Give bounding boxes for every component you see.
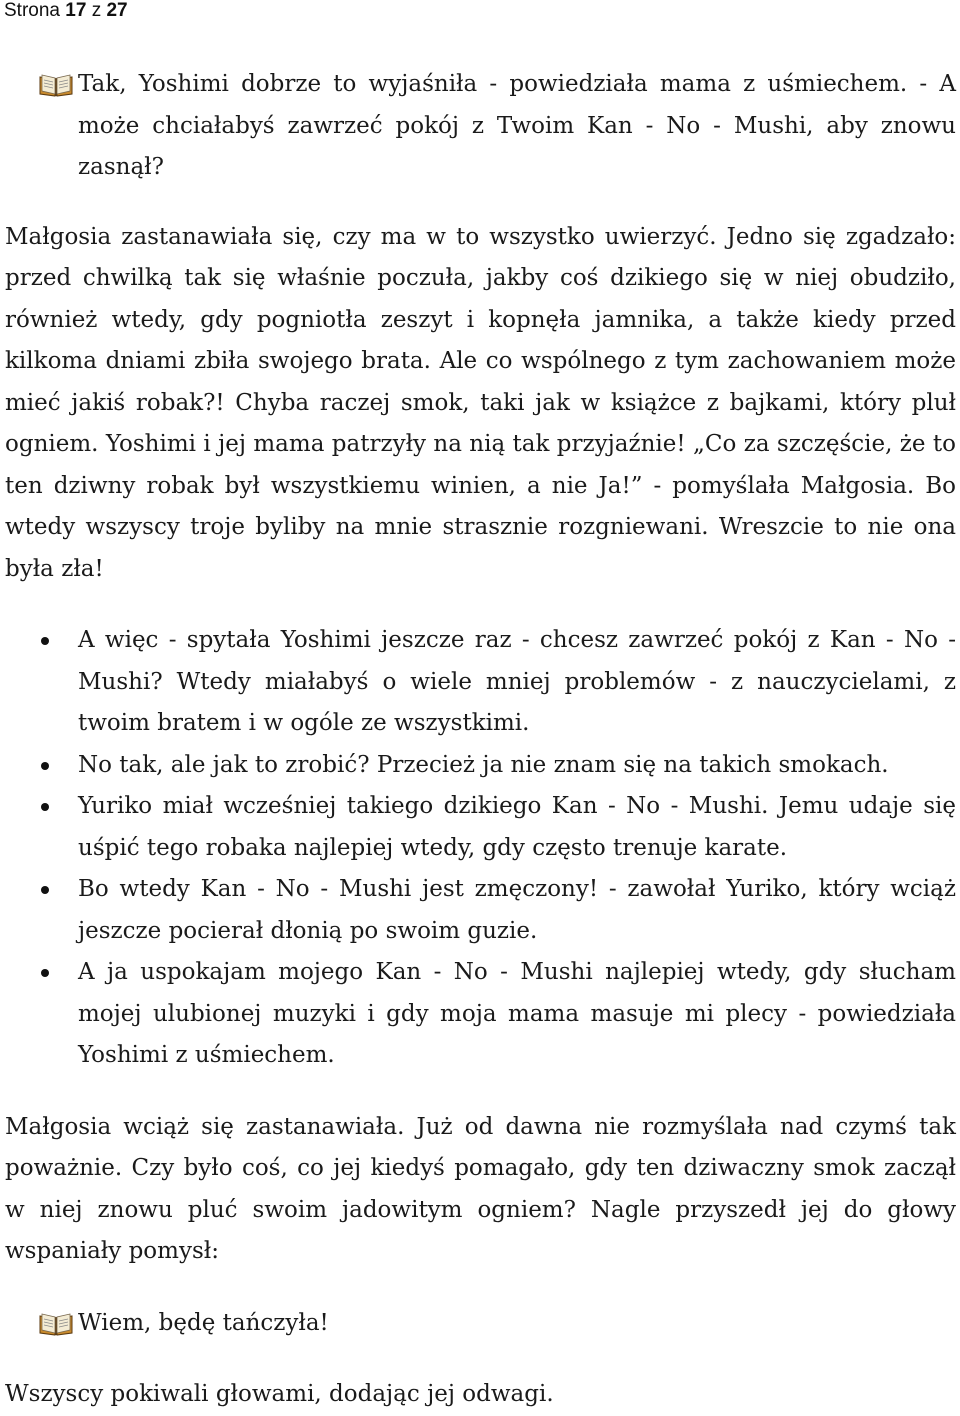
page-of: z (91, 0, 102, 21)
list-item (5, 620, 956, 745)
narrative-paragraph-2: Małgosia wciąż się zastanawiała. Już od dawna nie rozmyślała nad czymś tak poważnie. Czy było coś, co jej kiedyś pomagało, gdy ten dziwaczny smok zaczął w niej znowu pluć swoim jadowitym ogniem? Nagle przyszedł jej do głowy wspaniały pomysł: (5, 1113, 956, 1264)
document-body (5, 64, 956, 1416)
list-item (5, 952, 956, 1077)
list-item-text: A więc - spytała Yoshimi jeszcze raz - chcesz zawrzeć pokój z Kan - No - Mushi? Wtedy miałabyś o wiele mniej problemów - z nauczycielami, z twoim bratem i w ogóle ze wszystkimi. (78, 627, 956, 736)
narrative-paragraph-1: Małgosia zastanawiała się, czy ma w to wszystko uwierzyć. Jedno się zgadzało: przed chwilką tak się właśnie poczuła, jakby coś dzikiego się w niej obudziło, również wtedy, gdy pogniotła zeszyt i kopnęła jamnika, a także kiedy przed kilkoma dniami zbiła swojego brata. Ale co wspólnego z tym zachowaniem może mieć jakiś robak?! Chyba raczej smok, taki jak w książce z bajkami, który pluł ogniem. Yoshimi i jej mama patrzyły na nią tak przyjaźnie! „Co za szczęście, że to ten dziwny robak był wszystkiemu winien, a nie Ja!” - pomyślała Małgosia. Bo wtedy wszyscy troje byliby na mnie strasznie rozgniewani. Wreszcie to nie ona była zła! (5, 223, 956, 582)
dialogue-paragraph-2 (5, 1303, 956, 1345)
bullet-dot-icon (41, 637, 49, 645)
open-book-icon (39, 1312, 73, 1336)
list-item (5, 869, 956, 952)
page-total: 27 (106, 0, 128, 21)
bullet-dot-icon (41, 762, 49, 770)
list-item (5, 786, 956, 869)
open-book-icon (39, 73, 73, 97)
narrative-paragraph-3: Wszyscy pokiwali głowami, dodając jej odwagi. (5, 1381, 554, 1407)
list-item-text: No tak, ale jak to zrobić? Przecież ja nie znam się na takich smokach. (78, 751, 889, 778)
bullet-dot-icon (41, 803, 49, 811)
dialogue-paragraph-2-text: Wiem, będę tańczyła! (78, 1309, 329, 1336)
list-item-text: Yuriko miał wcześniej takiego dzikiego Kan - No - Mushi. Jemu udaje się uśpić tego robaka najlepiej wtedy, gdy często trenuje karate. (78, 793, 956, 861)
dialogue-paragraph-1-text: Tak, Yoshimi dobrze to wyjaśniła - powiedziała mama z uśmiechem. - A może chciałabyś zawrzeć pokój z Twoim Kan - No - Mushi, aby znowu zasnął? (78, 71, 956, 180)
bullet-dot-icon (41, 969, 49, 977)
page-current: 17 (65, 0, 87, 21)
dialogue-bullet-list (5, 620, 956, 1077)
dialogue-paragraph-1 (5, 64, 956, 189)
list-item-text: Bo wtedy Kan - No - Mushi jest zmęczony! - zawołał Yuriko, który wciąż jeszcze pocierał dłonią po swoim guzie. (78, 876, 956, 944)
page-label: Strona (4, 0, 60, 21)
list-item-text: A ja uspokajam mojego Kan - No - Mushi najlepiej wtedy, gdy słucham mojej ulubionej muzyki i gdy moja mama masuje mi plecy - powiedziała Yoshimi z uśmiechem. (78, 959, 956, 1068)
bullet-dot-icon (41, 886, 49, 894)
list-item (5, 745, 956, 787)
page-number-header (4, 0, 128, 22)
